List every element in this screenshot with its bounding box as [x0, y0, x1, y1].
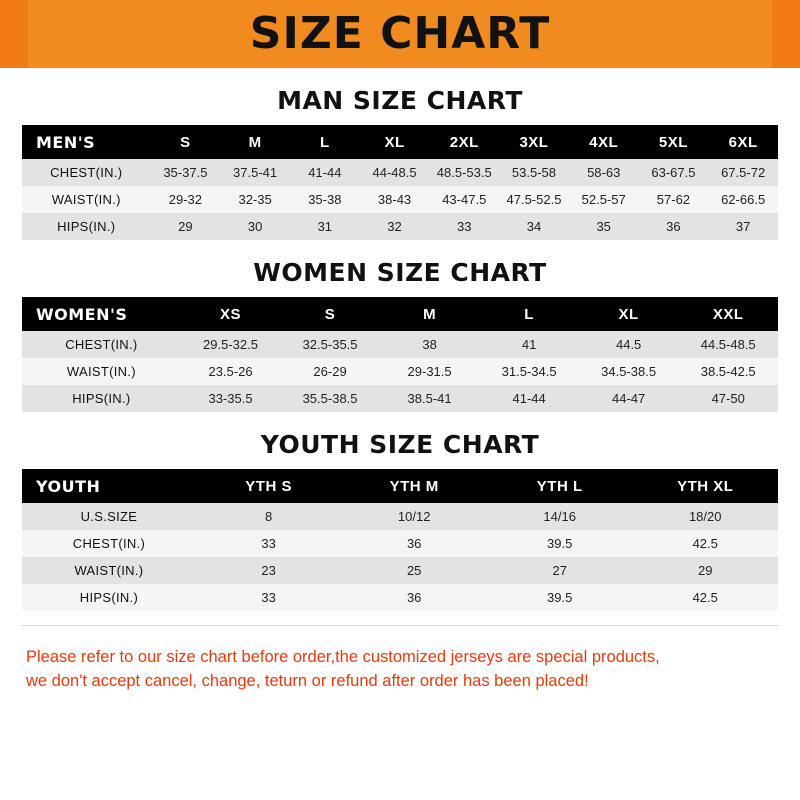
table-header-row: [22, 297, 778, 331]
table-cell: 31: [290, 213, 360, 240]
table-cell: 57-62: [639, 186, 709, 213]
table-cell: 53.5-58: [499, 159, 569, 186]
row-label: CHEST(IN.): [22, 331, 181, 358]
section-title-man: MAN SIZE CHART: [277, 86, 523, 115]
row-label: CHEST(IN.): [22, 159, 151, 186]
column-header: 5XL: [639, 125, 709, 159]
table-cell: 29-31.5: [380, 358, 480, 385]
column-header: XL: [360, 125, 430, 159]
table-cell: 35-38: [290, 186, 360, 213]
table-cell: 42.5: [632, 584, 778, 611]
table-cell: 35: [569, 213, 639, 240]
column-header: YTH M: [341, 469, 487, 503]
table-corner-label: WOMEN'S: [22, 297, 181, 331]
table-cell: 52.5-57: [569, 186, 639, 213]
column-header: L: [290, 125, 360, 159]
table-cell: 62-66.5: [708, 186, 778, 213]
table-cell: 33: [429, 213, 499, 240]
column-header: 2XL: [429, 125, 499, 159]
table-cell: 38.5-42.5: [678, 358, 778, 385]
table-cell: 25: [341, 557, 487, 584]
table-cell: 36: [341, 584, 487, 611]
column-header: S: [151, 125, 221, 159]
row-label: HIPS(IN.): [22, 584, 196, 611]
table-cell: 33: [196, 584, 342, 611]
table-cell: 47.5-52.5: [499, 186, 569, 213]
column-header: YTH S: [196, 469, 342, 503]
table-cell: 18/20: [632, 503, 778, 530]
table-row: [22, 557, 778, 584]
table-cell: 29.5-32.5: [181, 331, 281, 358]
table-row: [22, 331, 778, 358]
table-cell: 38-43: [360, 186, 430, 213]
row-label: HIPS(IN.): [22, 385, 181, 412]
row-label: HIPS(IN.): [22, 213, 151, 240]
table-cell: 43-47.5: [429, 186, 499, 213]
table-cell: 32-35: [220, 186, 290, 213]
table-cell: 26-29: [280, 358, 380, 385]
table-row: [22, 159, 778, 186]
table-row: [22, 584, 778, 611]
page-content: [0, 86, 800, 611]
table-cell: 38: [380, 331, 480, 358]
table-row: [22, 503, 778, 530]
table-cell: 35-37.5: [151, 159, 221, 186]
page-title: SIZE CHART: [249, 8, 551, 59]
table-cell: 39.5: [487, 530, 633, 557]
youth-size-table: [22, 469, 778, 611]
table-cell: 37.5-41: [220, 159, 290, 186]
column-header: M: [380, 297, 480, 331]
table-cell: 36: [341, 530, 487, 557]
column-header: M: [220, 125, 290, 159]
column-header: YTH L: [487, 469, 633, 503]
footer-line-2: we don't accept cancel, change, teturn or refund after order has been placed!: [26, 671, 589, 690]
table-cell: 23.5-26: [181, 358, 281, 385]
table-cell: 14/16: [487, 503, 633, 530]
table-cell: 67.5-72: [708, 159, 778, 186]
section-title-women: WOMEN SIZE CHART: [253, 258, 547, 287]
row-label: U.S.SIZE: [22, 503, 196, 530]
women-size-table: [22, 297, 778, 412]
page-banner: [0, 0, 800, 68]
table-cell: 35.5-38.5: [280, 385, 380, 412]
table-cell: 63-67.5: [639, 159, 709, 186]
table-cell: 27: [487, 557, 633, 584]
column-header: S: [280, 297, 380, 331]
table-corner-label: MEN'S: [22, 125, 151, 159]
table-cell: 31.5-34.5: [479, 358, 579, 385]
row-label: WAIST(IN.): [22, 358, 181, 385]
table-cell: 42.5: [632, 530, 778, 557]
footer-divider: [22, 625, 778, 626]
footer-disclaimer: [0, 646, 800, 694]
table-cell: 44.5-48.5: [678, 331, 778, 358]
table-header-row: [22, 125, 778, 159]
table-cell: 39.5: [487, 584, 633, 611]
table-cell: 29: [151, 213, 221, 240]
table-cell: 47-50: [678, 385, 778, 412]
man-size-table: [22, 125, 778, 240]
table-cell: 32: [360, 213, 430, 240]
table-cell: 58-63: [569, 159, 639, 186]
table-cell: 23: [196, 557, 342, 584]
column-header: XXL: [678, 297, 778, 331]
row-label: CHEST(IN.): [22, 530, 196, 557]
table-cell: 44.5: [579, 331, 679, 358]
table-cell: 34.5-38.5: [579, 358, 679, 385]
table-row: [22, 530, 778, 557]
row-label: WAIST(IN.): [22, 557, 196, 584]
column-header: YTH XL: [632, 469, 778, 503]
column-header: 3XL: [499, 125, 569, 159]
table-cell: 33-35.5: [181, 385, 281, 412]
table-cell: 37: [708, 213, 778, 240]
row-label: WAIST(IN.): [22, 186, 151, 213]
table-cell: 34: [499, 213, 569, 240]
table-cell: 38.5-41: [380, 385, 480, 412]
table-cell: 48.5-53.5: [429, 159, 499, 186]
table-cell: 30: [220, 213, 290, 240]
table-cell: 10/12: [341, 503, 487, 530]
table-row: [22, 358, 778, 385]
section-title-youth: YOUTH SIZE CHART: [260, 430, 540, 459]
table-cell: 36: [639, 213, 709, 240]
table-cell: 44-47: [579, 385, 679, 412]
table-row: [22, 213, 778, 240]
table-cell: 8: [196, 503, 342, 530]
column-header: XS: [181, 297, 281, 331]
column-header: L: [479, 297, 579, 331]
column-header: 6XL: [708, 125, 778, 159]
footer-line-1: Please refer to our size chart before order,the customized jerseys are special products,: [26, 648, 660, 666]
table-row: [22, 385, 778, 412]
table-cell: 33: [196, 530, 342, 557]
table-cell: 41: [479, 331, 579, 358]
column-header: XL: [579, 297, 679, 331]
table-cell: 41-44: [479, 385, 579, 412]
table-cell: 29: [632, 557, 778, 584]
table-row: [22, 186, 778, 213]
table-cell: 41-44: [290, 159, 360, 186]
table-cell: 44-48.5: [360, 159, 430, 186]
table-corner-label: YOUTH: [22, 469, 196, 503]
table-cell: 29-32: [151, 186, 221, 213]
table-header-row: [22, 469, 778, 503]
column-header: 4XL: [569, 125, 639, 159]
table-cell: 32.5-35.5: [280, 331, 380, 358]
